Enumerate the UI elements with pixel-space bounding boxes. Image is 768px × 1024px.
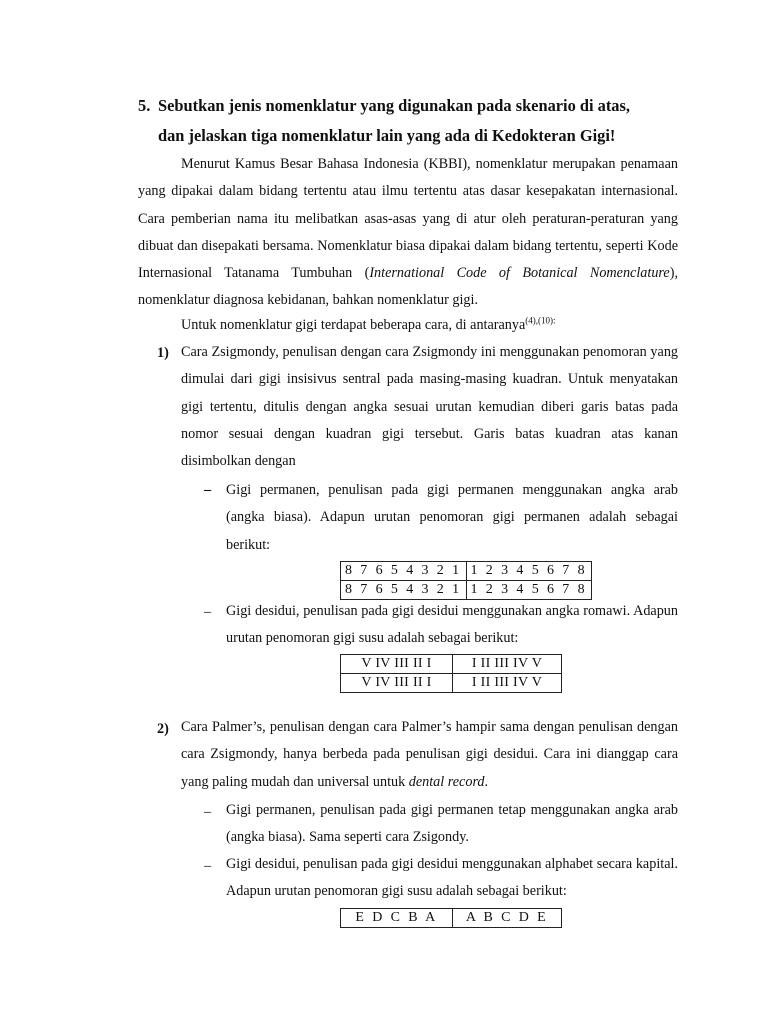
intro-text-a: Menurut Kamus Besar Bahasa Indonesia (KBBI), nomenklatur merupakan penamaan yang dipakai dalam bidang tertentu atau ilmu tertentu atas dasar kesepakatan internasional. Cara pemberian nama itu melibatkan asas-asas yang di atur oleh peraturan-peraturan yang dibuat dan disepakati bersama. Nomenklatur biasa dipakai dalam bidang tertentu, seperti Kode Internasional Tatanama Tumbuhan ( (138, 156, 678, 282)
table-row (341, 655, 562, 674)
item-2-text-b: . (484, 773, 489, 790)
item-1-paragraph: Cara Zsigmondy, penulisan dengan cara Zsigmondy ini menggunakan penomoran yang dimulai dari gigi insisivus sentral pada masing-masing kuadran. Untuk menyatakan gigi tertentu, ditulis dengan angka sesuai urutan kemudian diberi garis batas pada nomor sesuai dengan kuadran gigi tersebut. Garis batas kuadran atas kanan disimbolkan dengan (181, 344, 678, 470)
question-line-2: dan jelaskan tiga nomenklatur lain yang ada di Kedokteran Gigi! (158, 126, 616, 145)
intro-paragraph (138, 151, 678, 315)
lower-left-quadrant: V IV III II I (341, 674, 453, 693)
permanent-teeth-table (340, 561, 592, 600)
item-1-sub-2-dash: – (204, 604, 212, 620)
list-intro (181, 312, 681, 339)
item-2-text-a: Cara Palmer’s, penulisan dengan cara Palmer’s hampir sama dengan penulisan dengan cara Zsigmondy, hanya berbeda pada penulisan gigi desidui. Cara ini dianggap cara yang paling mudah dan universal untuk (181, 719, 678, 790)
intro-text-b: ), nomenklatur diagnosa kebidanan, bahkan nomenklatur gigi. (138, 265, 678, 309)
intro-text-italic: International Code of Botanical Nomenclature (369, 265, 670, 282)
question-line-1: Sebutkan jenis nomenklatur yang digunakan pada skenario di atas, (158, 96, 630, 115)
table-row (341, 562, 592, 581)
upper-left-quadrant: V IV III II I (341, 655, 453, 674)
table-row (341, 909, 562, 928)
deciduous-alphabet-table (340, 908, 562, 928)
item-1-sub-1-dash: – (204, 482, 212, 498)
item-2-sub-2-text: Gigi desidui, penulisan pada gigi desidui menggunakan alphabet secara kapital. Adapun urutan penomoran gigi susu adalah sebagai berikut: (226, 856, 678, 900)
right-quadrant: A B C D E (453, 909, 562, 928)
item-1-marker: 1) (157, 345, 169, 361)
item-2-marker: 2) (157, 721, 169, 737)
item-1-sub-2-text: Gigi desidui, penulisan pada gigi desidui menggunakan angka romawi. Adapun urutan penomoran gigi susu adalah sebagai berikut: (226, 603, 678, 647)
item-2-sub-1-dash: – (204, 804, 212, 820)
question-number: 5. (138, 96, 151, 115)
lower-right-quadrant: I II III IV V (453, 674, 562, 693)
left-quadrant: E D C B A (341, 909, 453, 928)
item-2-sub-1-text: Gigi permanen, penulisan pada gigi permanen tetap menggunakan angka arab (angka biasa). Sama seperti cara Zsigondy. (226, 802, 678, 846)
upper-right-quadrant: 1 2 3 4 5 6 7 8 (466, 562, 592, 581)
list-intro-text: Untuk nomenklatur gigi terdapat beberapa cara, di antaranya (181, 317, 526, 333)
citation-ref: (4),(10): (525, 315, 556, 326)
table-row (341, 581, 592, 600)
lower-left-quadrant: 8 7 6 5 4 3 2 1 (341, 581, 467, 600)
upper-left-quadrant: 8 7 6 5 4 3 2 1 (341, 562, 467, 581)
item-2-paragraph (181, 714, 678, 796)
deciduous-roman-table (340, 654, 562, 693)
item-2-sub-2-dash: – (204, 858, 212, 874)
table-row (341, 674, 562, 693)
upper-right-quadrant: I II III IV V (453, 655, 562, 674)
lower-right-quadrant: 1 2 3 4 5 6 7 8 (466, 581, 592, 600)
item-1-sub-1-text: Gigi permanen, penulisan pada gigi permanen menggunakan angka arab (angka biasa). Adapun urutan penomoran gigi permanen adalah sebagai berikut: (226, 482, 678, 553)
item-2-text-italic: dental record (408, 773, 485, 790)
